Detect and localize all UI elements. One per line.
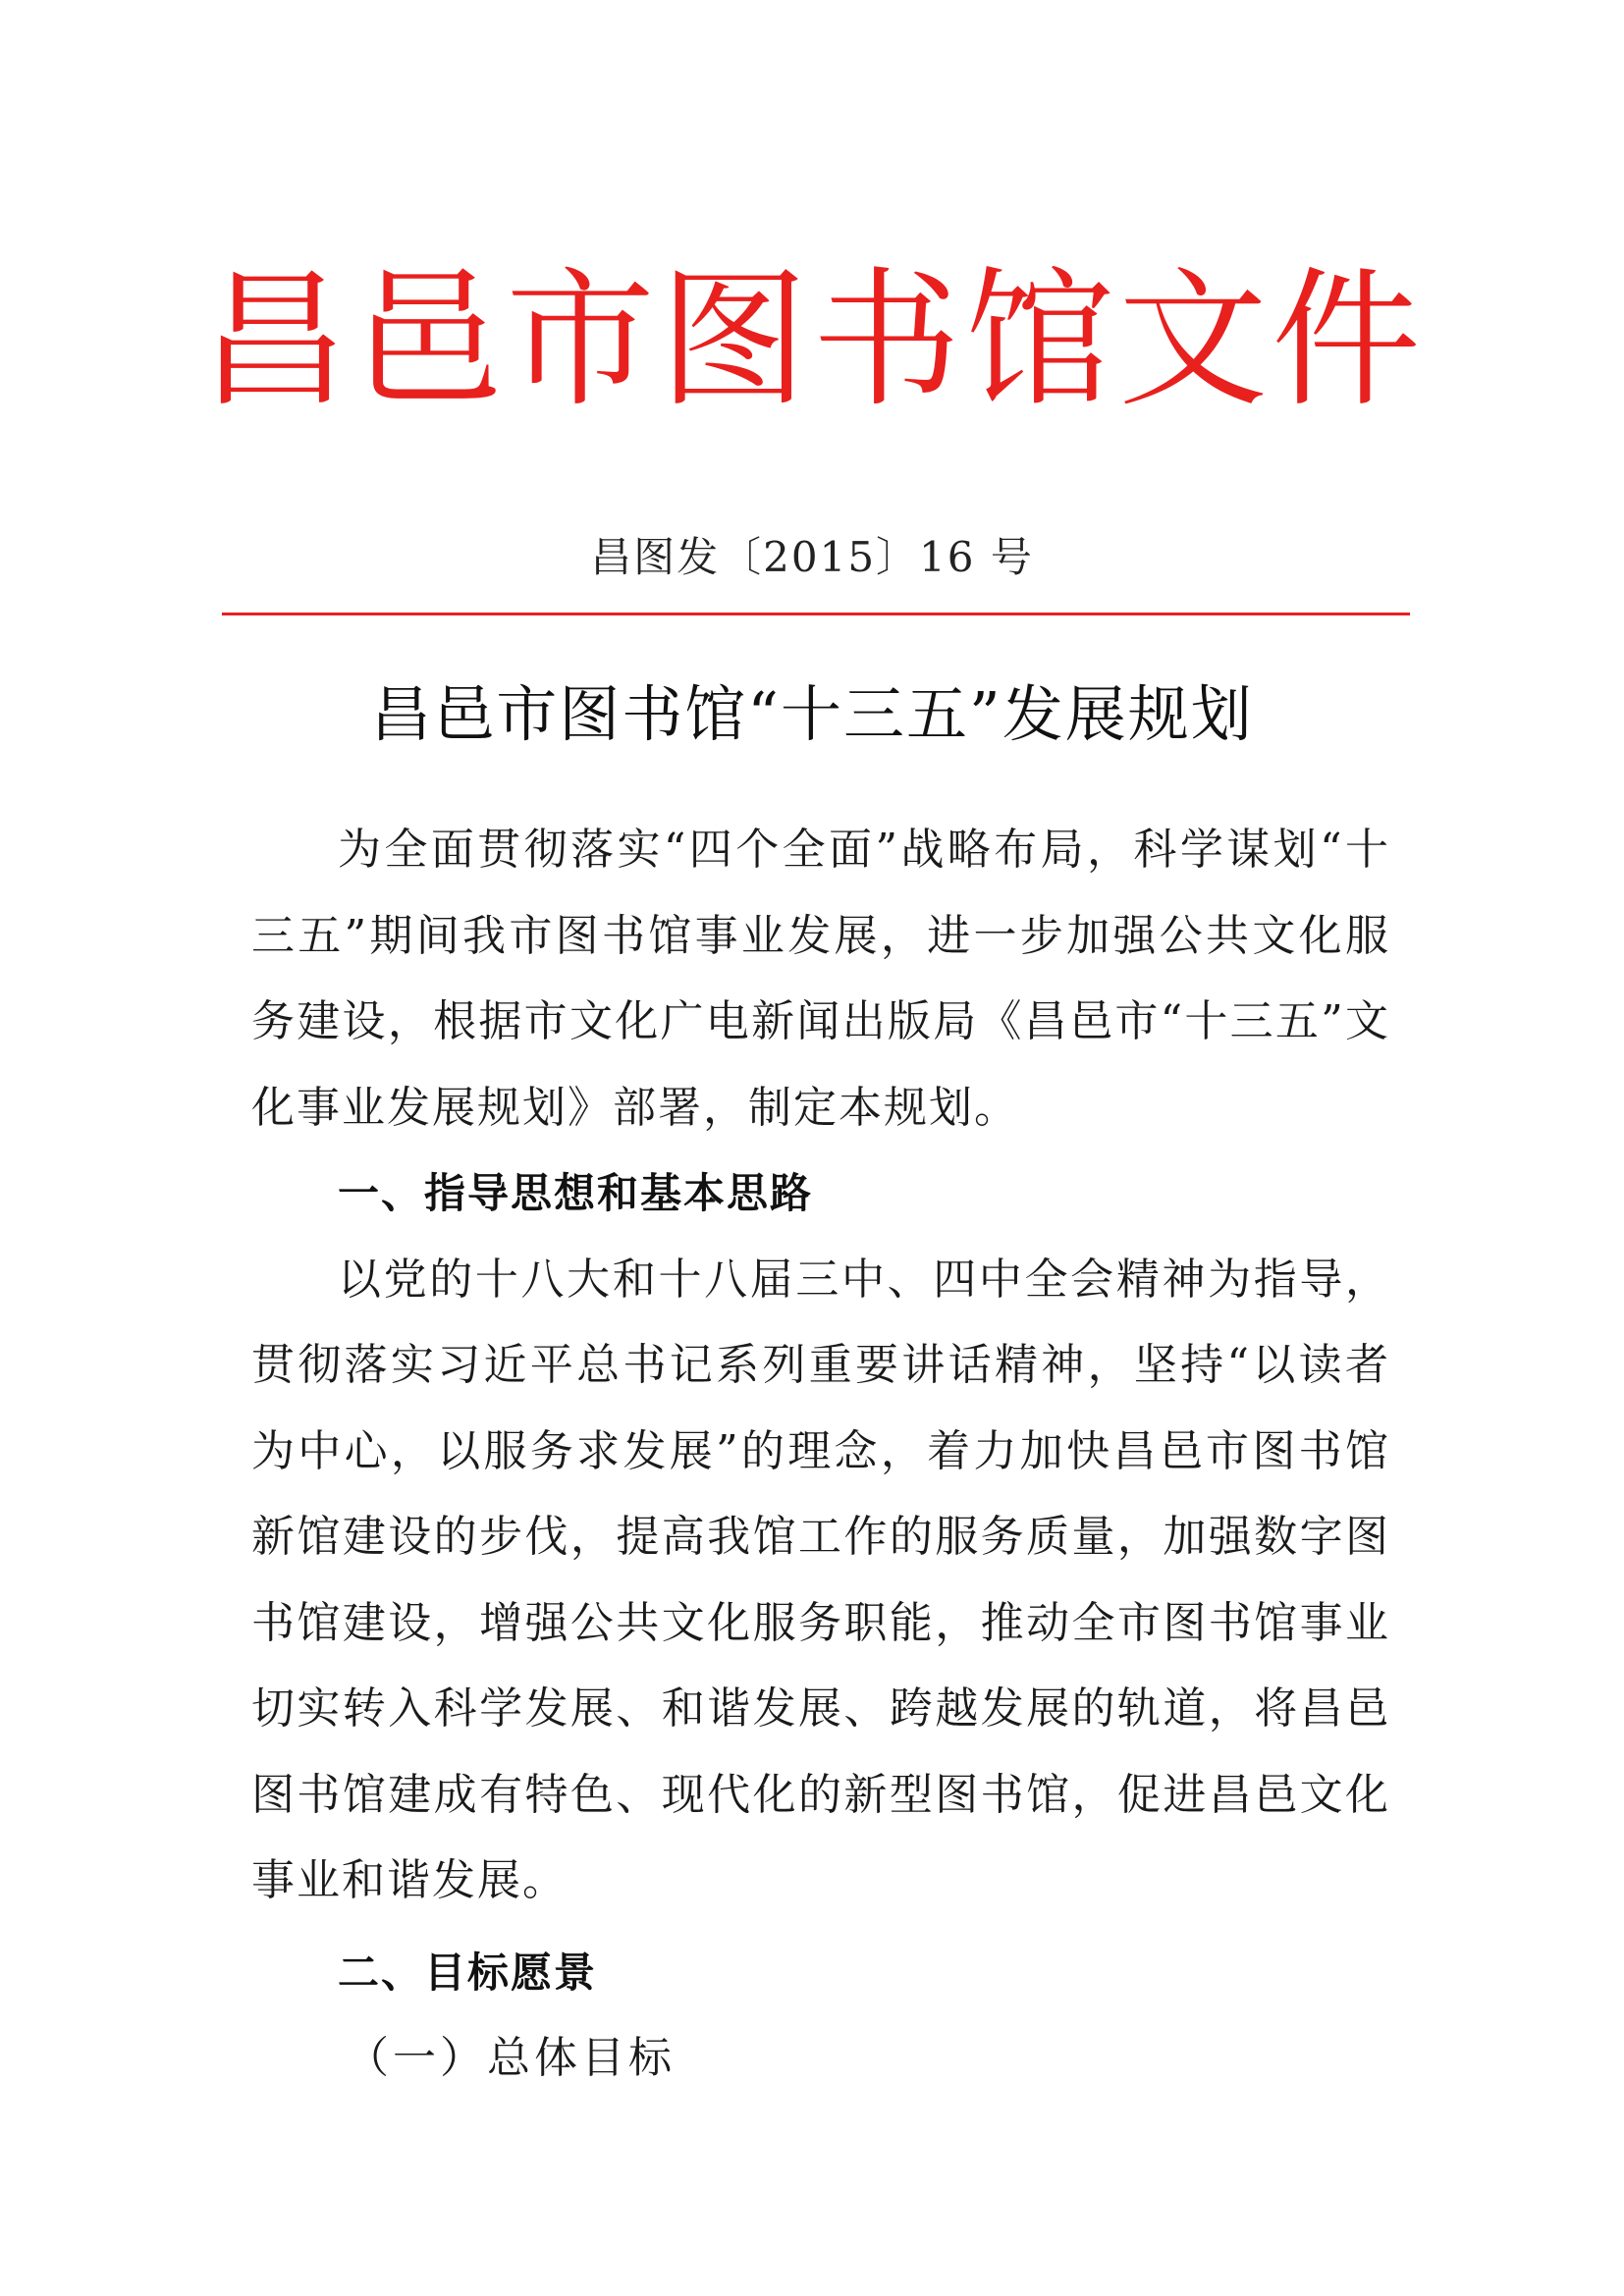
intro-paragraph: 为全面贯彻落实“四个全面”战略布局，科学谋划“十三五”期间我市图书馆事业发展，进一步加强公共文化服务建设，根据市文化广电新闻出版局《昌邑市“十三五”文化事业发展规划》部署，制定本规划。 (251, 825, 1390, 1133)
document-title: 昌邑市图书馆“十三五”发展规划 (370, 678, 1254, 750)
section-heading-guiding-ideology: 一、指导思想和基本思路 (338, 1169, 814, 1217)
guiding-ideology-paragraph: 以党的十八大和十八届三中、四中全会精神为指导，贯彻落实习近平总书记系列重要讲话精神，坚持“以读者为中心，以服务求发展”的理念，着力加快昌邑市图书馆新馆建设的步伐，提高我馆工作的服务质量，加强数字图书馆建设，增强公共文化服务职能，推动全市图书馆事业切实转入科学发展、和谐发展、跨越发展的轨道，将昌邑图书馆建成有特色、现代化的新型图书馆，促进昌邑文化事业和谐发展。 (251, 1254, 1390, 1905)
org-document-header: 昌邑市图书馆文件 (199, 253, 1425, 427)
document-body (251, 807, 1390, 2102)
red-divider-line (222, 613, 1410, 615)
document-number: 昌图发〔2015〕16 号 (590, 533, 1034, 581)
section-heading-goals: 二、目标愿景 (338, 1948, 598, 1997)
subsection-heading-overall-goal: （一）总体目标 (346, 2033, 676, 2083)
